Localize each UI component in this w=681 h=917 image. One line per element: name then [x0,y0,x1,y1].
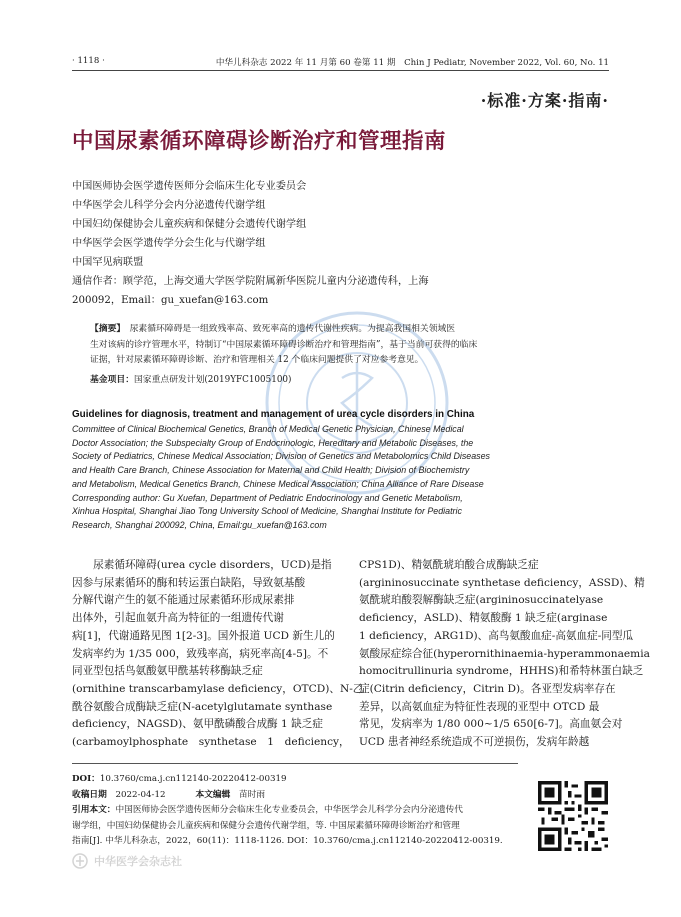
author-line: 中国罕见病联盟 [72,257,144,268]
editor-label: 本文编辑 [195,789,231,800]
english-affiliations [72,423,612,533]
body-line: (carbamoylphosphate synthetase 1 deficiency， [72,736,350,749]
article-title: 中国尿素循环障碍诊断治疗和管理指南 [72,129,447,154]
publisher-logo-text: 中华医学会杂志社 [94,855,182,868]
body-line: 氨酸尿症综合征(hyperornithinaemia-hyperammonaemia [359,647,650,660]
corresponding-author-line: 通信作者：顾学范，上海交通大学医学院附属新华医院儿童内分泌遗传科，上海 [72,276,429,287]
english-line: Doctor Association; the Subspecialty Group of Endocrinologic, Hereditary and Metabolic Diseases, the [72,437,474,448]
body-line: 尿素循环障碍(urea cycle disorders，UCD)是指 [72,559,332,571]
english-line: and Health Care Branch, Chinese Association for Maternal and Child Health; Division of Biochemistry [72,465,470,476]
received-date: 2022-04-12 [115,789,166,800]
body-line: (argininosuccinate synthetase deficiency，ASSD)、精 [359,576,645,589]
english-line: Corresponding author: Gu Xuefan, Department of Pediatric Endocrinology and Genetic Metabolism, [72,492,463,503]
body-line: (ornithine transcarbamylase deficiency，OTCD)、N-乙 [72,682,364,695]
journal-citation-line: 中华儿科杂志 2022 年 11 月第 60 卷第 11 期 Chin J Pediatr, November 2022, Vol. 60, No. 11 [215,58,609,68]
author-line: 中国医师协会医学遗传医师分会临床生化专业委员会 [72,181,307,192]
body-column-right [359,557,650,752]
meta-rule [72,763,518,764]
body-line: 酰谷氨酸合成酶缺乏症(N-acetylglutamate synthase [72,700,333,713]
funding-text: 国家重点研发计划(2019YFC1005100) [134,375,292,385]
article-meta [72,772,522,850]
english-line: Xinhua Hospital, Shanghai Jiao Tong University School of Medicine, Shanghai Institute for Pediatric [72,506,462,517]
body-line: 分解代谢产生的氨不能通过尿素循环形成尿素排 [72,594,295,607]
cite-text: 谢学组，中国妇幼保健协会儿童疾病和保健分会遗传代谢学组，等. 中国尿素循环障碍诊断治疗和管理 [72,820,460,831]
english-line: Committee of Clinical Biochemical Genetics, Branch of Medical Genetic Physician, Chinese Medical [72,424,464,434]
cite-text: 指南[J]. 中华儿科杂志，2022，60(11)：1118-1126. DOI：10.3760/cma.j.cn112140-20220412-00319. [72,836,503,847]
page-number: · 1118 · [72,56,105,66]
received-label: 收稿日期 [72,789,107,800]
abstract [90,322,600,369]
english-title: Guidelines for diagnosis, treatment and management of urea cycle disorders in China [72,409,475,420]
author-line: 中国妇幼保健协会儿童疾病和保健分会遗传代谢学组 [72,219,307,230]
cite-text: 中国医师协会医学遗传医师分会临床生化专业委员会，中华医学会儿科学分会内分泌遗传代 [115,805,463,816]
author-line: 中华医学会儿科学分会内分泌遗传代谢学组 [72,200,266,211]
abstract-text: 证据，针对尿素循环障碍诊断、治疗和管理相关 12 个临床问题提供了对应参考意见。 [90,355,424,365]
body-line: deficiency，ASLD)、精氨酸酶 1 缺乏症(arginase [359,612,608,625]
running-header [72,56,609,68]
body-line: deficiency，NAGSD)、氨甲酰磷酸合成酶 1 缺乏症 [72,718,323,731]
funding [90,372,291,385]
english-line: Society of Pediatrics, Chinese Medical Association; Division of Genetics and Metabolomics Child Diseases [72,451,490,462]
editor-name: 苗时雨 [238,789,266,800]
body-line: 发病率约为 1/35 000，致残率高，病死率高[4-5]。不 [72,647,329,660]
author-block [72,177,612,310]
cite-label: 引用本文： [72,805,116,816]
corresponding-author-address: 200092，Email：gu_xuefan@163.com [72,295,269,306]
body-line: 氨酰琥珀酸裂解酶缺乏症(argininosuccinatelyase [359,594,604,607]
header-rule [72,70,609,71]
body-line: 常见，发病率为 1/80 000~1/5 650[6-7]。高血氨会对 [359,718,623,731]
body-line: 病[1]，代谢通路见图 1[2-3]。国外报道 UCD 新生儿的 [72,629,335,642]
body-line: 症(Citrin deficiency，Citrin D)。各亚型发病率存在 [359,682,616,695]
body-line: CPS1D)、精氨酰琥珀酸合成酶缺乏症 [359,559,539,571]
funding-label: 基金项目： [90,375,134,385]
body-column-left [72,557,364,752]
abstract-text: 生对该病的诊疗管理水平，特制订“中国尿素循环障碍诊断治疗和管理指南”，基于当前可获得的临床 [90,339,478,350]
abstract-label: 【摘要】 [90,324,121,334]
english-line: and Metabolism, Medical Genetics Branch, Chinese Medical Association; China Alliance of Rare Disease [72,478,484,489]
body-line: 1 deficiency，ARG1D)、高鸟氨酸血症-高氨血症-同型瓜 [359,629,634,642]
english-line: Research, Shanghai 200092, China, Email:gu_xuefan@163.com [72,519,327,530]
qr-code-icon[interactable] [538,781,608,851]
doi-label: DOI： [72,774,100,784]
author-line: 中华医学会医学遗传学分会生化与代谢学组 [72,238,266,249]
body-line: 差异，以高氨血症为特征性表现的亚型中 OTCD 最 [359,700,600,713]
doi-link[interactable]: 10.3760/cma.j.cn112140-20220412-00319 [99,774,287,784]
section-label: ·标准·方案·指南· [480,91,609,110]
body-line: 出体外，引起血氨升高为特征的一组遗传代谢 [72,612,284,625]
body-line: homocitrullinuria syndrome，HHHS)和希特林蛋白缺乏 [359,665,644,678]
publisher-emblem-icon [72,853,88,869]
abstract-text: 尿素循环障碍是一组致残率高、致死率高的遗传代谢性疾病。为提高我国相关领域医 [120,324,456,334]
body-line: UCD 患者神经系统造成不可逆损伤，发病年龄越 [359,736,590,749]
publisher-logo [72,853,222,869]
body-line: 同亚型包括鸟氨酸氨甲酰基转移酶缺乏症 [72,665,263,678]
body-line: 因参与尿素循环的酶和转运蛋白缺陷，导致氨基酸 [72,576,306,589]
